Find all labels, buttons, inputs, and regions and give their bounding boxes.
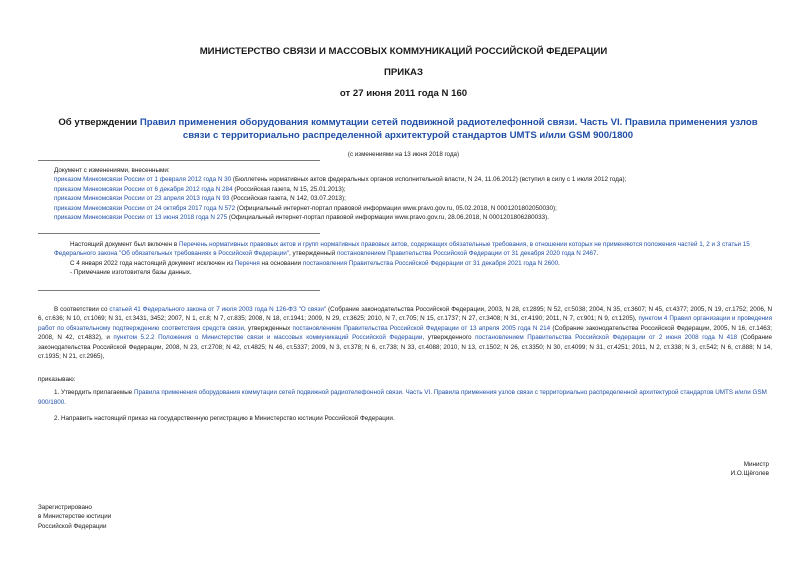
- list-item: приказом Минкомсвязи России от 24 октября 2017 года N 572 (Официальный интернет-портал правовой информации www.pravo.gov.ru, 05.02.2018, N 0001201802050030);: [54, 204, 557, 212]
- order-item-1: 1. Утвердить прилагаемые Правила применения оборудования коммутации сетей подвижной радиотелефонной связи. Часть VI. Правила применения узлов связи с территориально распределенной архитектурой стандартов UMTS и/или GSM 900/1800.: [38, 389, 767, 406]
- notice-paragraph-2: С 4 января 2022 года настоящий документ исключен из Перечня на основании постановления Правительства Российской Федерации от 31 декабря 2021 года N 2600.: [70, 259, 560, 267]
- list-item: приказом Минкомсвязи России от 23 апреля 2013 года N 93 (Российская газета, N 142, 03.07.2013);: [54, 195, 346, 203]
- db-maker-note: - Примечание изготовителя базы данных.: [70, 269, 192, 277]
- title-prefix: Об утверждении: [58, 117, 140, 128]
- notice-block: [54, 240, 772, 278]
- document-date: от 27 июня 2011 года N 160: [339, 88, 468, 99]
- order-link-rules[interactable]: Правила применения оборудования коммутации сетей подвижной радиотелефонной связи. Часть VI. Правила применения узлов связи с территориально распределенной архитектурой стандартов UMTS и/или GSM 900/1800: [38, 389, 767, 406]
- notice-link-decree-2467[interactable]: постановлением Правительства Российской Федерации от 31 декабря 2020 года N 2467: [336, 250, 597, 258]
- signature-name: И.О.Щёголев: [730, 470, 769, 478]
- change-link-2[interactable]: приказом Минкомсвязи России от 6 декабря 2012 года N 284: [54, 185, 233, 193]
- list-item: приказом Минкомсвязи России от 6 декабря 2012 года N 284 (Российская газета, N 15, 25.01.2013);: [54, 185, 346, 193]
- basis-link-rules[interactable]: пунктом 4 Правил организации и проведения работ по обязательному подтверждению соответствия средств связи: [38, 315, 772, 332]
- title-link[interactable]: Правил применения оборудования коммутации сетей подвижной радиотелефонной связи. Часть VI. Правила применения узлов связи с территориально распределенной архитектурой стандартов UMTS и/или GSM 900/1800: [139, 117, 758, 141]
- basis-link-regulation[interactable]: пунктом 5.2.2 Положения о Министерстве связи и массовых коммуникаций Российской Федерации: [113, 334, 423, 342]
- registration-block: Зарегистрировано в Министерстве юстиции Российской Федерации: [38, 504, 112, 530]
- order-item-2: 2. Направить настоящий приказ на государственную регистрацию в Министерство юстиции Российской Федерации.: [54, 415, 395, 422]
- order-block: [38, 375, 772, 407]
- notice-link-perechen[interactable]: Перечня: [234, 259, 260, 267]
- divider: [38, 233, 320, 234]
- order-intro: приказываю:: [38, 376, 76, 383]
- changes-intro: Документ с изменениями, внесенными:: [54, 167, 170, 174]
- basis-link-law[interactable]: статьей 41 Федерального закона от 7 июля 2003 года N 126-ФЗ "О связи": [109, 306, 327, 313]
- signature-position: Министр: [743, 461, 769, 468]
- document-title: [58, 116, 758, 142]
- signature-block: [731, 460, 769, 479]
- edition-note: (с изменениями на 13 июня 2018 года): [347, 151, 460, 158]
- basis-link-decree-418[interactable]: постановлением Правительства Российской Федерации от 2 июня 2008 года N 418: [475, 334, 738, 342]
- basis-paragraph: В соответствии со статьей 41 Федерального закона от 7 июля 2003 года N 126-ФЗ "О связи" (Собрание законодательства Российской Федерации, 2003, N 28, ст.2895; N 52, ст.5038; 2004, N 35, ст.3607; N 45, ст.4377; 2005, N 19, ст.1752; 2006, N 6, ст.636; N 10, ст.1069; N 31, ст.3431, 3452; 2007, N 1, ст.8; N 7, ст.835; 2008, N 18, ст.1941; 2009, N 29, ст.3625; 2010, N 7, ст.705; N 15, ст.1737; N 27, ст.3408; N 31, ст.4190; 2011, N 7, ст.901; N 9, ст.1205), пунктом 4 Правил организации и проведения работ по обязательному подтверждению соответствия средств связи, утвержденных постановлением Правительства Российской Федерации от 13 апреля 2005 года N 214 (Собрание законодательства Российской Федерации, 2005, N 16, ст.1463; 2008, N 42, ст.4832), и пунктом 5.2.2 Положения о Министерстве связи и массовых коммуникаций Российской Федерации, утвержденного постановлением Правительства Российской Федерации от 2 июня 2008 года N 418 (Собрание законодательства Российской Федерации, 2008, N 23, ст.2708; N 42, ст.4825; N 46, ст.5337; 2009, N 3, ст.378; N 6, ст.738; N 33, ст.4088; 2010, N 13, ст.1502; N 26, ст.3350; N 30, ст.4099; N 31, ст.4251; 2011, N 2, ст.338; N 3, ст.542; N 6, ст.888; N 14, ст.1935; N 21, ст.2965),: [38, 306, 773, 361]
- notice-link-decree-2600[interactable]: постановления Правительства Российской Федерации от 31 декабря 2021 года N 2600: [302, 259, 559, 267]
- list-item: приказом Минкомсвязи России от 13 июня 2018 года N 275 (Официальный интернет-портал правовой информации www.pravo.gov.ru, 28.06.2018, N 0001201806280033).: [54, 214, 549, 222]
- divider: [38, 290, 320, 291]
- document-type: ПРИКАЗ: [384, 67, 423, 78]
- basis-link-decree-214[interactable]: постановлением Правительства Российской Федерации от 13 апреля 2005 года N 214: [292, 324, 551, 332]
- notice-link-list[interactable]: Перечень нормативных правовых актов и групп нормативных правовых актов, содержащих обязательные требования, в отношении которых не применяются положения частей 1, 2 и 3 статьи 15 Федерального закона "Об обязательных требованиях в Российской Федерации": [54, 241, 750, 258]
- change-link-5[interactable]: приказом Минкомсвязи России от 13 июня 2018 года N 275: [54, 214, 228, 222]
- list-item: приказом Минкомсвязи России от 1 февраля 2012 года N 30 (Бюллетень нормативных актов федеральных органов исполнительной власти, N 24, 11.06.2012) (вступил в силу с 1 июля 2012 года);: [54, 176, 627, 184]
- change-link-4[interactable]: приказом Минкомсвязи России от 24 октября 2017 года N 572: [54, 204, 236, 212]
- divider: [38, 160, 320, 161]
- change-link-3[interactable]: приказом Минкомсвязи России от 23 апреля 2013 года N 93: [54, 195, 230, 203]
- changes-list: [54, 166, 754, 222]
- ministry-heading: МИНИСТЕРСТВО СВЯЗИ И МАССОВЫХ КОММУНИКАЦИЙ РОССИЙСКОЙ ФЕДЕРАЦИИ: [199, 46, 608, 57]
- change-link-1[interactable]: приказом Минкомсвязи России от 1 февраля 2012 года N 30: [54, 176, 232, 184]
- notice-paragraph-1: Настоящий документ был включен в Перечень нормативных правовых актов и групп нормативных правовых актов, содержащих обязательные требования, в отношении которых не применяются положения частей 1, 2 и 3 статьи 15 Федерального закона "Об обязательных требованиях в Российской Федерации", утвержденный постановлением Правительства Российской Федерации от 31 декабря 2020 года N 2467.: [54, 241, 750, 258]
